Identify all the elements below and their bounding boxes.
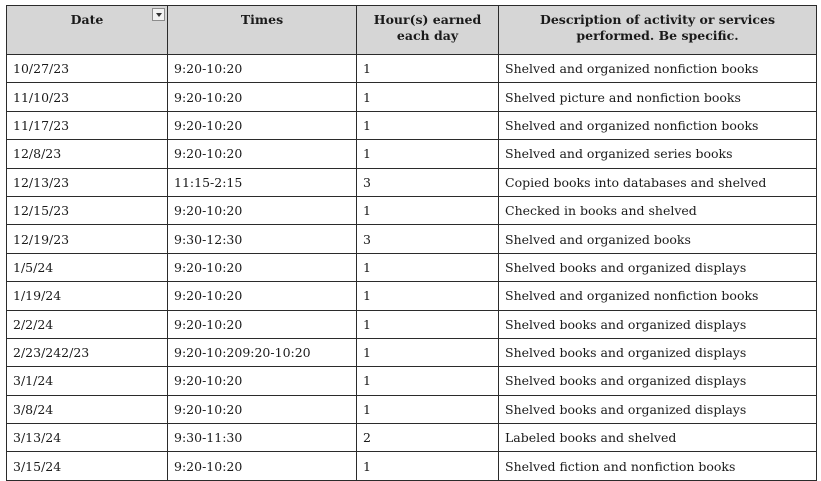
cell-description[interactable]: Shelved books and organized displays: [499, 310, 817, 338]
cell-hours[interactable]: 1: [357, 83, 499, 111]
cell-times[interactable]: 9:20-10:20: [168, 395, 357, 423]
table-row: [7, 338, 817, 366]
table-row: [7, 83, 817, 111]
header-description: Description of activity or services performed. Be specific.: [499, 6, 817, 55]
cell-date[interactable]: 12/15/23: [7, 196, 168, 224]
table-row: [7, 424, 817, 452]
cell-description[interactable]: Shelved picture and nonfiction books: [499, 83, 817, 111]
header-date: [7, 6, 168, 55]
cell-times[interactable]: 11:15-2:15: [168, 168, 357, 196]
cell-date[interactable]: 11/10/23: [7, 83, 168, 111]
cell-hours[interactable]: 1: [357, 367, 499, 395]
cell-date[interactable]: 12/19/23: [7, 225, 168, 253]
cell-times[interactable]: 9:20-10:20: [168, 253, 357, 281]
cell-hours[interactable]: 1: [357, 338, 499, 366]
table-row: [7, 310, 817, 338]
cell-date[interactable]: 3/8/24: [7, 395, 168, 423]
cell-date[interactable]: 12/8/23: [7, 140, 168, 168]
cell-hours[interactable]: 1: [357, 310, 499, 338]
cell-hours[interactable]: 1: [357, 282, 499, 310]
table-row: [7, 253, 817, 281]
header-row: [7, 6, 817, 55]
header-times: Times: [168, 6, 357, 55]
cell-times[interactable]: 9:30-11:30: [168, 424, 357, 452]
cell-description[interactable]: Shelved books and organized displays: [499, 395, 817, 423]
cell-times[interactable]: 9:20-10:20: [168, 367, 357, 395]
table-row: [7, 196, 817, 224]
cell-hours[interactable]: 1: [357, 196, 499, 224]
table-row: [7, 168, 817, 196]
cell-times[interactable]: 9:20-10:20: [168, 282, 357, 310]
table-row: [7, 140, 817, 168]
cell-description[interactable]: Shelved and organized books: [499, 225, 817, 253]
cell-description[interactable]: Shelved and organized nonfiction books: [499, 111, 817, 139]
cell-times[interactable]: 9:20-10:209:20-10:20: [168, 338, 357, 366]
cell-date[interactable]: 2/23/242/23: [7, 338, 168, 366]
cell-date[interactable]: 2/2/24: [7, 310, 168, 338]
cell-date[interactable]: 1/19/24: [7, 282, 168, 310]
cell-description[interactable]: Shelved books and organized displays: [499, 338, 817, 366]
table-header: [7, 6, 817, 55]
cell-date[interactable]: 11/17/23: [7, 111, 168, 139]
cell-date[interactable]: 10/27/23: [7, 55, 168, 83]
cell-description[interactable]: Checked in books and shelved: [499, 196, 817, 224]
cell-times[interactable]: 9:20-10:20: [168, 55, 357, 83]
filter-dropdown-icon[interactable]: [152, 8, 165, 21]
table-row: [7, 111, 817, 139]
cell-description[interactable]: Copied books into databases and shelved: [499, 168, 817, 196]
cell-description[interactable]: Labeled books and shelved: [499, 424, 817, 452]
table-row: [7, 55, 817, 83]
cell-date[interactable]: 3/1/24: [7, 367, 168, 395]
cell-times[interactable]: 9:20-10:20: [168, 83, 357, 111]
cell-description[interactable]: Shelved fiction and nonfiction books: [499, 452, 817, 480]
cell-description[interactable]: Shelved and organized nonfiction books: [499, 282, 817, 310]
table-row: [7, 452, 817, 480]
cell-times[interactable]: 9:20-10:20: [168, 111, 357, 139]
cell-hours[interactable]: 1: [357, 395, 499, 423]
cell-times[interactable]: 9:30-12:30: [168, 225, 357, 253]
cell-times[interactable]: 9:20-10:20: [168, 196, 357, 224]
cell-hours[interactable]: 3: [357, 225, 499, 253]
cell-times[interactable]: 9:20-10:20: [168, 140, 357, 168]
cell-description[interactable]: Shelved books and organized displays: [499, 253, 817, 281]
cell-description[interactable]: Shelved and organized series books: [499, 140, 817, 168]
cell-hours[interactable]: 1: [357, 140, 499, 168]
cell-description[interactable]: Shelved and organized nonfiction books: [499, 55, 817, 83]
cell-description[interactable]: Shelved books and organized displays: [499, 367, 817, 395]
cell-hours[interactable]: 1: [357, 55, 499, 83]
cell-date[interactable]: 12/13/23: [7, 168, 168, 196]
cell-date[interactable]: 3/13/24: [7, 424, 168, 452]
table-row: [7, 225, 817, 253]
volunteer-hours-table: [6, 5, 817, 481]
cell-hours[interactable]: 3: [357, 168, 499, 196]
table-row: [7, 282, 817, 310]
cell-hours[interactable]: 1: [357, 111, 499, 139]
table-body: [7, 55, 817, 481]
cell-times[interactable]: 9:20-10:20: [168, 310, 357, 338]
table-row: [7, 395, 817, 423]
cell-hours[interactable]: 2: [357, 424, 499, 452]
cell-date[interactable]: 3/15/24: [7, 452, 168, 480]
header-hours: Hour(s) earned each day: [357, 6, 499, 55]
table-row: [7, 367, 817, 395]
cell-hours[interactable]: 1: [357, 253, 499, 281]
cell-times[interactable]: 9:20-10:20: [168, 452, 357, 480]
header-date-label: Date: [70, 12, 104, 27]
cell-hours[interactable]: 1: [357, 452, 499, 480]
cell-date[interactable]: 1/5/24: [7, 253, 168, 281]
